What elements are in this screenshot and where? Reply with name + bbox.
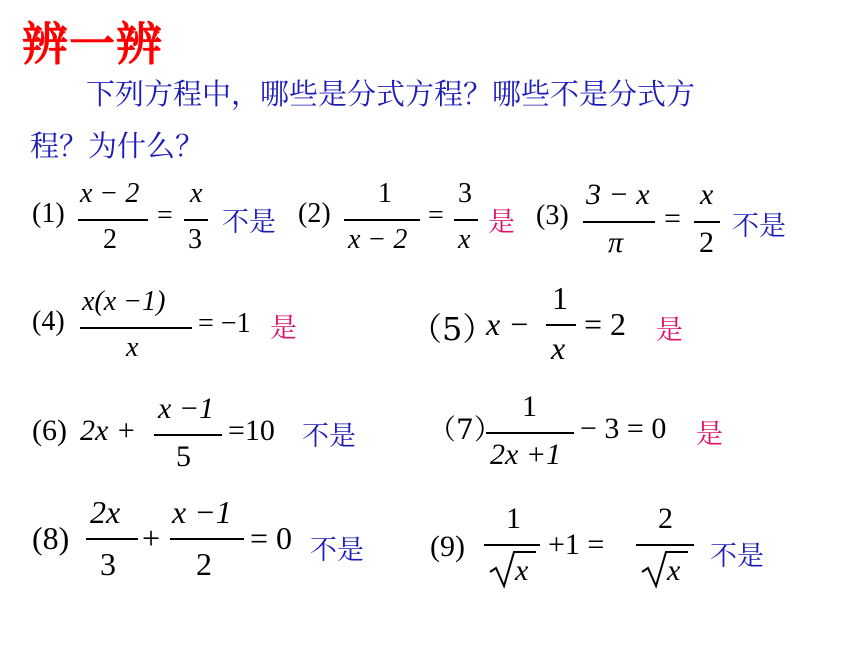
answer-badge: 不是 — [302, 421, 356, 452]
equation-label: (8) — [32, 520, 70, 556]
equals-sign: = — [664, 202, 681, 235]
fraction-bar — [694, 221, 720, 223]
numerator: x −1 — [158, 392, 215, 425]
numerator: x — [700, 178, 714, 211]
equation-rhs: =10 — [228, 414, 275, 447]
fraction-bar — [454, 219, 478, 221]
equation-label: (4) — [32, 306, 65, 337]
numerator: 2 — [658, 502, 673, 535]
fraction-bar — [80, 327, 192, 329]
fraction-bar — [86, 538, 138, 540]
fraction-bar — [636, 544, 694, 546]
denominator: 3 — [188, 224, 202, 255]
square-root-icon — [488, 548, 538, 590]
equation-label: （5） — [410, 310, 495, 348]
denominator: π — [608, 226, 624, 259]
fraction-bar — [546, 324, 576, 326]
answer-badge: 不是 — [222, 207, 276, 238]
numerator: x −1 — [172, 494, 232, 530]
numerator: x — [190, 178, 203, 209]
equation-label: (6) — [32, 414, 67, 447]
question-line-1: 下列方程中，哪些是分式方程？哪些不是分式方 — [86, 77, 696, 111]
equals-sign: = — [157, 200, 173, 231]
denominator: x — [126, 332, 139, 363]
denominator: 2x +1 — [490, 438, 562, 471]
fraction-bar — [170, 538, 244, 540]
fraction-bar — [78, 219, 148, 221]
denominator: 2 — [699, 226, 714, 259]
radicand: x — [667, 554, 681, 587]
numerator: 1 — [378, 178, 392, 209]
equation-label: (9) — [430, 530, 465, 563]
answer-badge: 不是 — [732, 211, 786, 242]
denominator: 2 — [103, 224, 117, 255]
equation-rhs: − 3 = 0 — [580, 412, 667, 445]
answer-badge: 不是 — [310, 535, 364, 566]
fraction-bar — [583, 221, 655, 223]
fraction-bar — [484, 544, 540, 546]
fraction-bar — [154, 434, 222, 436]
denominator: 5 — [176, 440, 191, 473]
equation-rhs: = 0 — [250, 520, 293, 556]
slide-title: 辨一辨 — [22, 17, 163, 71]
equation-label: (1) — [32, 198, 65, 229]
question-line-2: 程？为什么？ — [30, 129, 205, 163]
numerator: 2x — [90, 494, 121, 530]
fraction-bar — [486, 432, 574, 434]
numerator: 1 — [522, 390, 537, 423]
equation-label: (3) — [536, 200, 569, 231]
numerator: x(x −1) — [82, 286, 166, 317]
answer-badge: 是 — [696, 419, 723, 450]
answer-badge: 不是 — [710, 541, 764, 572]
numerator: x − 2 — [80, 178, 140, 209]
equation-lhs: 2x + — [80, 414, 137, 447]
numerator: 3 − x — [586, 178, 650, 211]
answer-badge: 是 — [656, 315, 683, 346]
denominator: 2 — [196, 546, 212, 582]
numerator: 1 — [552, 280, 568, 316]
equation-label: （7） — [428, 413, 502, 446]
equation-rhs: = −1 — [198, 308, 251, 339]
equals-sign: = — [428, 200, 444, 231]
equation-middle: +1 = — [548, 528, 605, 561]
equation-label: (2) — [298, 198, 331, 229]
equation-rhs: = 2 — [584, 306, 627, 342]
square-root-icon — [640, 548, 690, 590]
denominator: x − 2 — [348, 224, 408, 255]
denominator: x — [458, 224, 471, 255]
numerator: 3 — [458, 178, 472, 209]
answer-badge: 是 — [488, 207, 515, 238]
numerator: 1 — [506, 502, 521, 535]
fraction-bar — [344, 219, 420, 221]
plus-sign: + — [142, 520, 161, 556]
fraction-bar — [184, 219, 208, 221]
radicand: x — [515, 554, 529, 587]
answer-badge: 是 — [270, 313, 297, 344]
denominator: 3 — [100, 546, 116, 582]
denominator: x — [551, 330, 566, 366]
equation-lhs: x − — [486, 306, 530, 342]
